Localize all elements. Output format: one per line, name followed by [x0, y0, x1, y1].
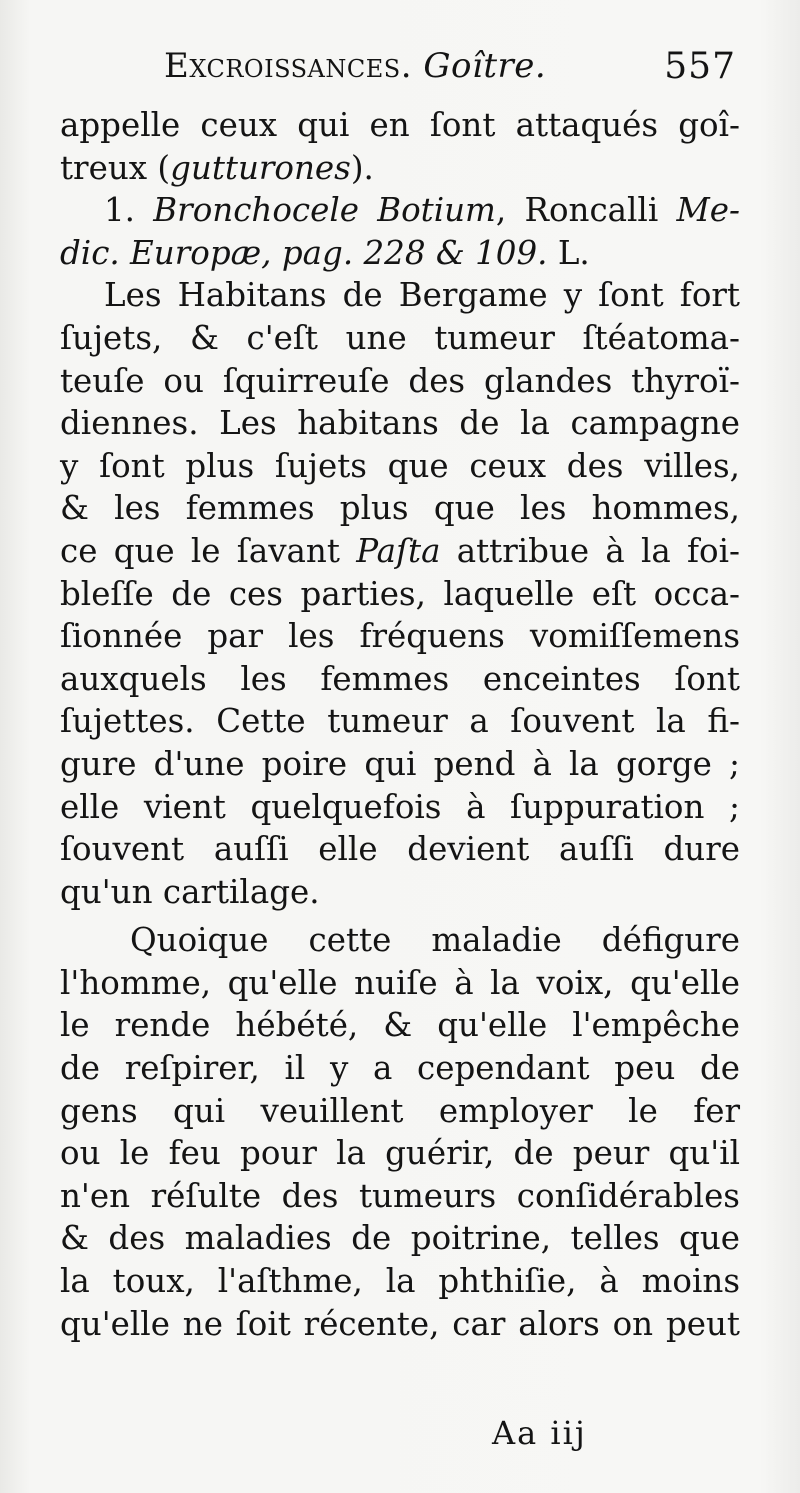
- text-line: ſujettes. Cette tumeur a ſouvent la fi-: [60, 702, 740, 741]
- running-head-italic: Goître.: [423, 46, 547, 86]
- italic-term: Bronchocele Botium: [153, 191, 496, 230]
- text-line: teuſe ou ſquirreuſe des glandes thyroï-: [60, 361, 740, 400]
- text-span: ).: [350, 148, 374, 187]
- page-header: [60, 46, 740, 96]
- text-span: treux (: [60, 148, 171, 187]
- text-line: [60, 189, 740, 232]
- text-line: le rende hébété, & qu'elle l'empêche: [60, 1006, 740, 1045]
- text-line: ſouvent auſſi elle devient auſſi dure: [60, 830, 740, 869]
- text-line: & les femmes plus que les hommes,: [60, 489, 740, 528]
- running-head: [164, 46, 546, 86]
- signature-mark: Aa iij: [492, 1414, 587, 1452]
- text-line: Quoique cette maladie défigure: [130, 921, 740, 960]
- text-line: appelle ceux qui en ſont attaqués goî-: [60, 106, 740, 144]
- text-line: y ſont plus ſujets que ceux des villes,: [60, 446, 740, 485]
- text-span: ce que le ſavant: [60, 531, 340, 570]
- text-line: & des maladies de poitrine, telles que: [60, 1219, 740, 1258]
- text-line: l'homme, qu'elle nuiſe à la voix, qu'elle: [60, 963, 740, 1002]
- text-line: qu'un cartilage.: [60, 872, 320, 911]
- text-line: Les Habitans de Bergame y ſont fort: [104, 276, 740, 315]
- text-line: gens qui veuillent employer le fer: [60, 1091, 740, 1130]
- text-line: la toux, l'aſthme, la phthiſie, à moins: [60, 1262, 740, 1301]
- text-line: ou le feu pour la guérir, de peur qu'il: [60, 1134, 740, 1173]
- text-line: [60, 232, 740, 275]
- text-span: L.: [557, 233, 590, 272]
- text-block: [60, 104, 740, 1345]
- text-line: gure d'une poire qui pend à la gorge ;: [60, 744, 740, 783]
- text-span: attribue à la foi-: [456, 531, 740, 570]
- text-line: diennes. Les habitans de la campagne: [60, 404, 740, 443]
- text-line: [60, 147, 740, 190]
- text-span: , Roncalli: [495, 191, 659, 230]
- text-line: n'en réſulte des tumeurs conſidérables: [60, 1176, 740, 1215]
- italic-term: gutturones: [170, 148, 351, 187]
- running-head-roman: Excroissances.: [164, 46, 412, 86]
- text-line: de reſpirer, il y a cependant peu de: [60, 1049, 740, 1088]
- text-line: elle vient quelquefois à ſuppuration ;: [60, 787, 740, 826]
- text-line: qu'elle ne ſoit récente, car alors on peut: [60, 1304, 740, 1343]
- text-line: ſujets, & c'eſt une tumeur ſtéatoma-: [60, 318, 740, 357]
- text-line: [60, 530, 740, 573]
- entry-number: 1.: [104, 191, 136, 230]
- text-line: auxquels les femmes enceintes ſont: [60, 659, 740, 698]
- italic-term: Me-: [676, 191, 740, 230]
- italic-term: Paſta: [356, 531, 441, 570]
- page-number: 557: [664, 46, 736, 87]
- text-line: ſionnée par les fréquens vomiſſemens: [60, 617, 740, 656]
- italic-term: dic. Europæ, pag. 228 & 109.: [60, 233, 548, 272]
- text-line: bleſſe de ces parties, laquelle eſt occa-: [60, 574, 740, 613]
